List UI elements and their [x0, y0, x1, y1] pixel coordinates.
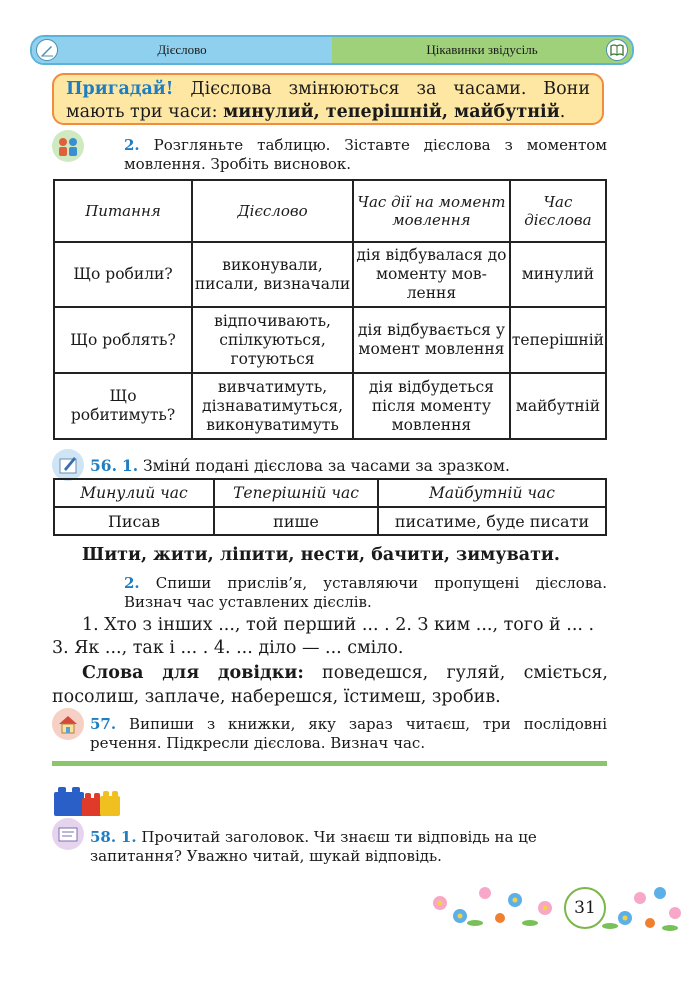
- header-right: [332, 37, 632, 63]
- task-2-text: Розгляньте таблицю. Зіставте дієслова з моментом мовлення. Зробіть висновок.: [124, 136, 607, 173]
- header-left: [32, 37, 332, 63]
- sample-table: [53, 478, 607, 536]
- remind-tenses: минулий, теперішній, майбутній: [223, 102, 560, 122]
- th-verb: Дієслово: [192, 180, 353, 242]
- cell-action-time: дія відбудеться після моменту мовлення: [353, 373, 510, 439]
- cell-question: Що роблять?: [54, 307, 192, 373]
- lego-blocks-icon: [52, 780, 122, 820]
- tenses-table: [53, 179, 607, 440]
- page-number: 31: [564, 887, 606, 929]
- exercise-58-text: Прочитай заголовок. Чи знаєш ти відповідь на це запитання? Уважно читай, шукай відповідь.: [90, 828, 537, 865]
- task-2-number: 2.: [124, 136, 140, 154]
- exercise-58-number: 58.: [90, 828, 117, 846]
- exercise-56: [90, 456, 510, 476]
- page-header: [30, 35, 634, 65]
- help-text: поведешся, гуляй, сміється, посолиш, заплаче, наберешся, їстимеш, зробив.: [52, 663, 608, 707]
- exercise-56-sub: 1.: [121, 456, 139, 475]
- cell-past: Писав: [54, 507, 214, 535]
- th-question: Питання: [54, 180, 192, 242]
- proverbs-line-2: 3. Як ..., так і ... . 4. ... діло — ... сміло.: [52, 638, 404, 658]
- table-row: [54, 242, 606, 307]
- task-56-2-number: 2.: [124, 574, 140, 592]
- exercise-58-sub: 1.: [120, 828, 137, 846]
- task-2: [124, 136, 607, 174]
- cell-question: Що робили?: [54, 242, 192, 307]
- cell-tense: теперішній: [510, 307, 606, 373]
- flowers-decoration: [425, 878, 690, 938]
- exercise-57: [90, 715, 607, 753]
- remind-end: .: [559, 102, 566, 122]
- verbs-list: Шити, жити, ліпити, нести, бачити, зимувати.: [82, 545, 561, 565]
- home-icon: [52, 708, 84, 740]
- pen-icon: [36, 39, 58, 61]
- th-present: Теперішній час: [214, 479, 378, 507]
- reading-icon: [52, 818, 84, 850]
- section-divider: [52, 761, 607, 766]
- cell-verbs: виконували, писали, визначали: [192, 242, 353, 307]
- cell-present: пише: [214, 507, 378, 535]
- cell-verbs: відпочивають, спілкуються, готуються: [192, 307, 353, 373]
- pair-work-icon: [52, 130, 84, 162]
- cell-verbs: вивчатимуть, дізнаватимуться, виконуватимуть: [192, 373, 353, 439]
- proverbs: [52, 614, 608, 660]
- cell-question: Що робитимуть?: [54, 373, 192, 439]
- th-past: Минулий час: [54, 479, 214, 507]
- task-56-2-text: Спиши прислів’я, уставляючи пропущені дієслова. Визнач час уставлених дієслів.: [124, 574, 607, 611]
- exercise-56-text: Зміни́ подані дієслова за часами за зразком.: [138, 457, 510, 475]
- remind-text: Дієслова змінюються за часами. Вони мають три часи:: [66, 79, 590, 122]
- cell-action-time: дія відбувалася до моменту мов-лення: [353, 242, 510, 307]
- th-action-time: Час дії на момент мовлення: [353, 180, 510, 242]
- remind-box: [52, 73, 604, 125]
- writing-icon: [52, 449, 84, 481]
- table-row: [54, 507, 606, 535]
- header-rubric-title: Цікавинки звідусіль: [426, 42, 538, 57]
- cell-future: писатиме, буде писати: [378, 507, 606, 535]
- cell-action-time: дія відбувається у момент мовлення: [353, 307, 510, 373]
- task-56-2: [124, 574, 607, 612]
- exercise-58: [90, 828, 607, 866]
- exercise-57-text: Випиши з книжки, яку зараз читаєш, три послідовні речення. Підкресли дієслова. Визнач час.: [90, 715, 607, 752]
- header-section-title: Дієслово: [157, 42, 207, 57]
- cell-tense: минулий: [510, 242, 606, 307]
- exercise-56-number: 56.: [90, 456, 117, 475]
- table-row: [54, 373, 606, 439]
- proverbs-line-1: 1. Хто з інших ..., той перший ... . 2. З ким ..., того й ... .: [82, 615, 595, 635]
- help-words: [52, 661, 608, 709]
- th-future: Майбутній час: [378, 479, 606, 507]
- cell-tense: майбутній: [510, 373, 606, 439]
- table-row: [54, 307, 606, 373]
- exercise-57-number: 57.: [90, 715, 117, 733]
- help-label: Слова для довідки:: [82, 663, 304, 683]
- remind-label: Пригадай!: [66, 79, 174, 99]
- book-icon: [606, 39, 628, 61]
- th-verb-tense: Час дієслова: [510, 180, 606, 242]
